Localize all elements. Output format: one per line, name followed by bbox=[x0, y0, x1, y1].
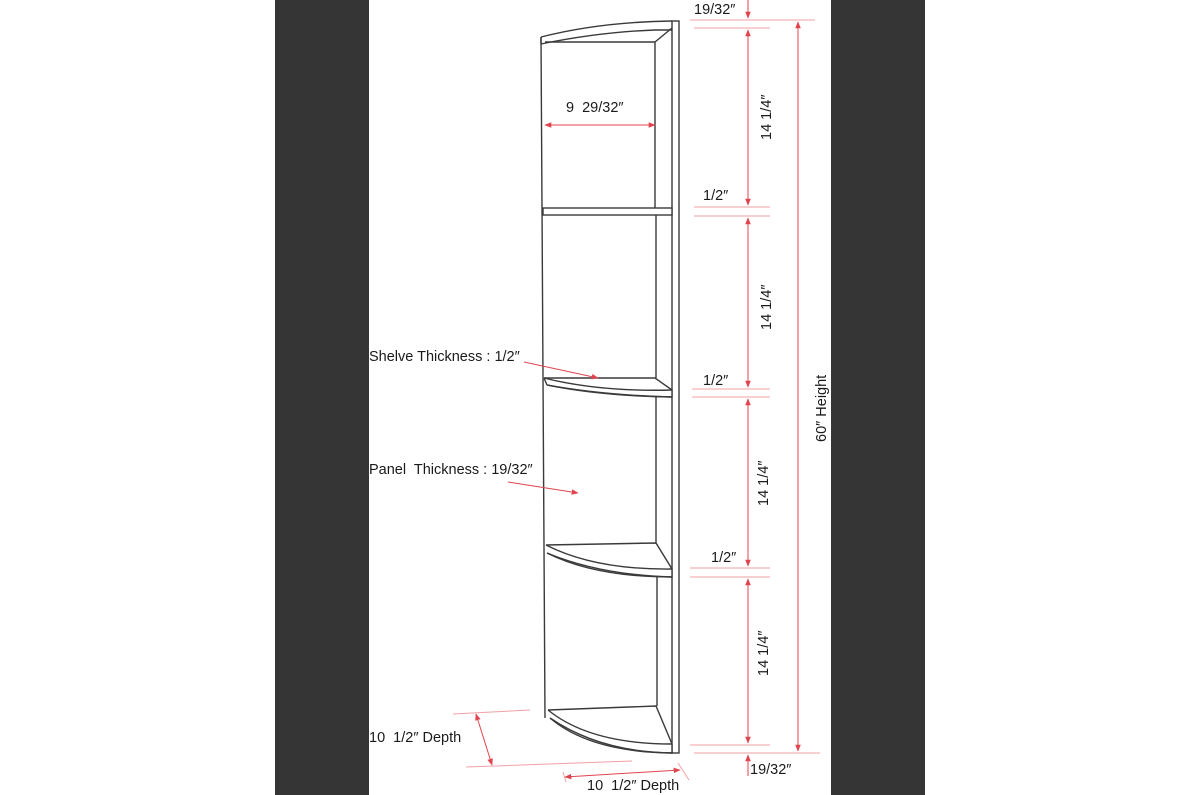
label-inner-width: 9 29/32″ bbox=[566, 100, 624, 116]
label-compartment-3: 14 1/4″ bbox=[756, 460, 772, 506]
label-shelf-gap-3: 1/2″ bbox=[711, 550, 737, 566]
label-compartment-2: 14 1/4″ bbox=[759, 284, 775, 330]
bottom-panel bbox=[548, 706, 672, 753]
shelf-3 bbox=[546, 543, 672, 577]
label-compartment-1: 14 1/4″ bbox=[759, 94, 775, 140]
label-shelf-gap-2: 1/2″ bbox=[703, 373, 729, 389]
label-depth-bottom: 10 1/2″ Depth bbox=[587, 778, 680, 794]
label-panel-thickness: Panel Thickness : 19/32″ bbox=[369, 462, 533, 478]
shelf-unit-drawing bbox=[541, 21, 679, 753]
back-panel bbox=[672, 21, 679, 753]
top-panel bbox=[541, 21, 672, 44]
shelf-1 bbox=[543, 208, 672, 215]
label-total-height: 60″ Height bbox=[814, 374, 830, 442]
dimension-labels bbox=[369, 2, 830, 794]
label-bottom-panel: 19/32″ bbox=[750, 762, 792, 778]
label-shelve-thickness: Shelve Thickness : 1/2″ bbox=[369, 349, 520, 365]
label-compartment-4: 14 1/4″ bbox=[756, 630, 772, 676]
label-top-panel: 19/32″ bbox=[694, 2, 736, 18]
label-shelf-gap-1: 1/2″ bbox=[703, 188, 729, 204]
shelf-2 bbox=[544, 378, 672, 397]
label-depth-left: 10 1/2″ Depth bbox=[369, 730, 462, 746]
